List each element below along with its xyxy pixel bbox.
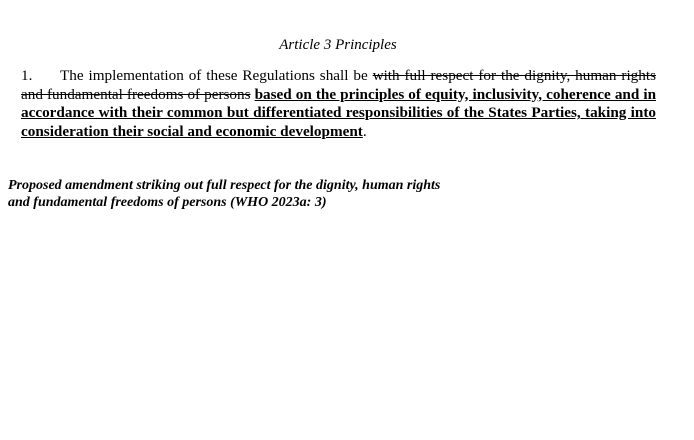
- paragraph-number: 1.: [21, 67, 33, 84]
- article-title: Article 3 Principles: [279, 37, 397, 53]
- paragraph-intro: The implementation of these Regulations shall be: [60, 67, 373, 84]
- amendment-paragraph: [21, 67, 656, 141]
- figure-caption: Proposed amendment striking out full respect for the dignity, human rights and fundamental freedoms of persons (WHO 2023a: 3): [8, 178, 441, 210]
- inserted-text: based on the principles of equity, inclusivity, coherence and in accordance with their common but differentiated responsibilities of the States Parties, taking into consideration their social and economic development: [21, 85, 657, 140]
- paragraph-end: .: [362, 122, 367, 140]
- deleted-text: with full respect for the dignity, human rights and fundamental freedoms of persons: [21, 67, 656, 103]
